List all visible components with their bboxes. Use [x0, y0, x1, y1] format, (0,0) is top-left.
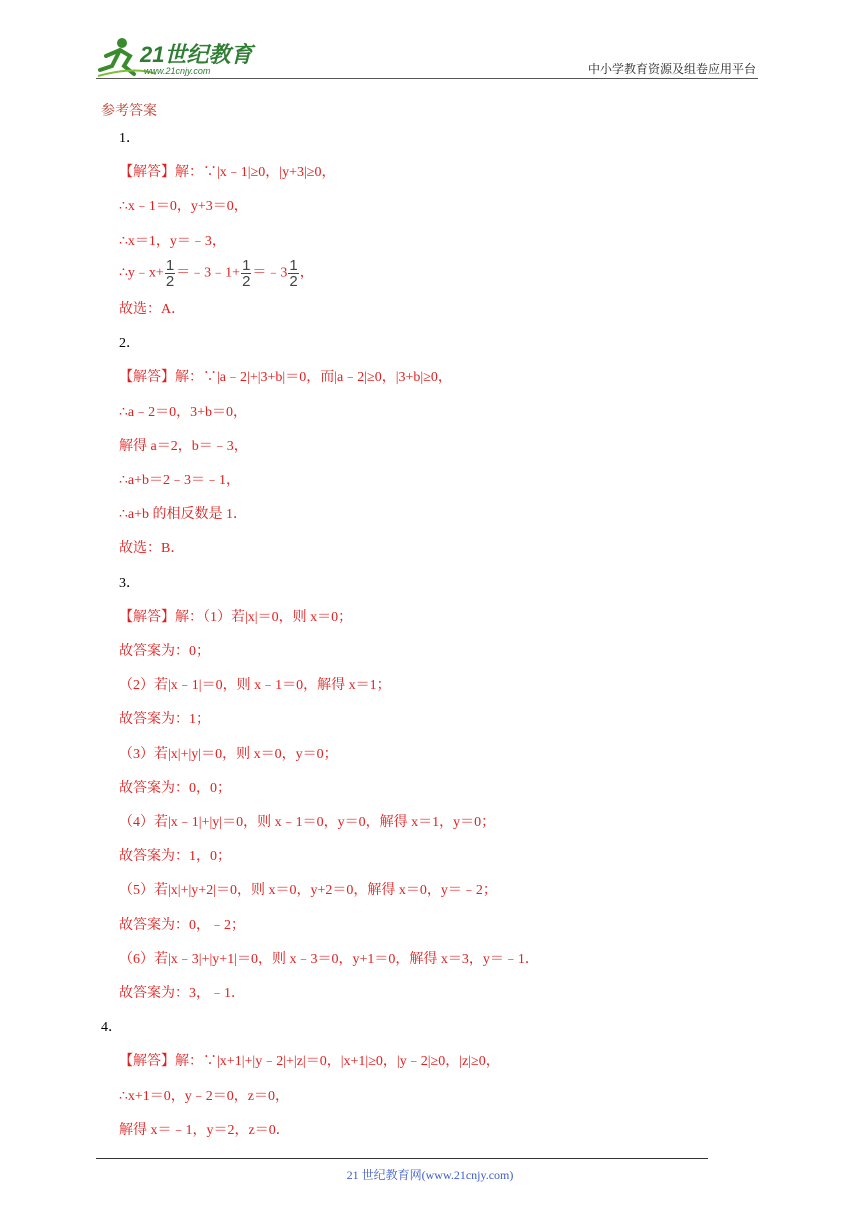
- answer-line: ∴x﹣1＝0，y+3＝0，: [119, 199, 248, 215]
- question-number: 2．: [119, 336, 140, 352]
- fraction: [288, 258, 298, 289]
- answer-line: ∴a+b 的相反数是 1．: [119, 507, 248, 523]
- fraction-numerator: 1: [165, 256, 175, 274]
- answer-line: 【解答】解：∵|a﹣2|+|3+b|＝0，而|a﹣2|≥0，|3+b|≥0，: [119, 370, 452, 386]
- footer-divider: [96, 1158, 708, 1159]
- section-title: 参考答案: [101, 103, 157, 119]
- answer-line: （4）若|x﹣1|+|y|＝0，则 x﹣1＝0，y＝0，解得 x＝1，y＝0；: [119, 815, 496, 830]
- question-number: 4．: [101, 1020, 122, 1036]
- answer-line: 解得 a＝2，b＝﹣3，: [119, 438, 248, 454]
- fraction-numerator: 1: [289, 256, 298, 274]
- answer-line: 故答案为：3，﹣1．: [119, 986, 245, 1001]
- answer-line: [119, 258, 314, 289]
- answer-text-part: ，: [299, 265, 314, 281]
- answer-text-part: ＝﹣3﹣1+: [176, 265, 241, 281]
- answer-line: 故答案为：0，﹣2；: [119, 917, 245, 933]
- header-divider: [96, 78, 758, 79]
- answer-line: ∴a﹣2＝0，3+b＝0，: [119, 404, 248, 420]
- answer-line: 故答案为：0；: [119, 644, 210, 659]
- answer-line: 故答案为：0，0；: [119, 780, 231, 796]
- answer-line: （3）若|x|+|y|＝0，则 x＝0，y＝0；: [119, 746, 338, 762]
- answer-line: （2）若|x﹣1|＝0，则 x﹣1＝0，解得 x＝1；: [119, 678, 391, 694]
- answer-line: 故选：B．: [119, 541, 185, 557]
- answer-line: 【解答】解：∵|x﹣1|≥0，|y+3|≥0，: [119, 165, 336, 181]
- answer-line: ∴a+b＝2﹣3＝﹣1，: [119, 473, 241, 488]
- fraction-denominator: 2: [289, 272, 298, 290]
- fraction-numerator: 1: [242, 256, 251, 274]
- logo-title: 21世纪教育: [140, 42, 253, 67]
- answer-line: 解得 x＝﹣1，y＝2，z＝0．: [119, 1122, 290, 1138]
- answer-line: 【解答】解：（1）若|x|＝0，则 x＝0；: [119, 609, 353, 625]
- question-number: 3．: [119, 575, 140, 591]
- answer-line: ∴x＝1，y＝﹣3，: [119, 233, 226, 249]
- answer-line: （5）若|x|+|y+2|＝0，则 x＝0，y+2＝0，解得 x＝0，y＝﹣2；: [119, 883, 497, 899]
- answer-line: 故答案为：1；: [119, 712, 210, 728]
- fraction-denominator: 2: [242, 272, 251, 290]
- logo: [96, 36, 266, 80]
- fraction: [165, 258, 175, 289]
- answer-text-part: ∴y﹣x+: [119, 265, 164, 281]
- footer-text: 21 世纪教育网(www.21cnjy.com): [346, 1168, 514, 1182]
- answer-line: 故答案为：1，0；: [119, 849, 231, 865]
- logo-url: www.21cnjy.com: [144, 66, 211, 76]
- fraction-denominator: 2: [165, 272, 175, 290]
- answer-text-part: ＝﹣3: [252, 265, 288, 281]
- header-platform-text: 中小学教育资源及组卷应用平台: [587, 62, 756, 76]
- answer-line: 故选：A．: [119, 302, 186, 317]
- logo-runner-icon: [96, 36, 266, 80]
- question-number: 1．: [119, 131, 140, 146]
- answer-line: （6）若|x﹣3|+|y+1|＝0，则 x﹣3＝0，y+1＝0，解得 x＝3，y＝﹣1．: [119, 951, 539, 967]
- fraction: [241, 258, 251, 289]
- answer-line: ∴x+1＝0，y﹣2＝0，z＝0，: [119, 1088, 290, 1104]
- answer-line: 【解答】解：∵|x+1|+|y﹣2|+|z|＝0，|x+1|≥0，|y﹣2|≥0，|z|≥0，: [119, 1054, 500, 1070]
